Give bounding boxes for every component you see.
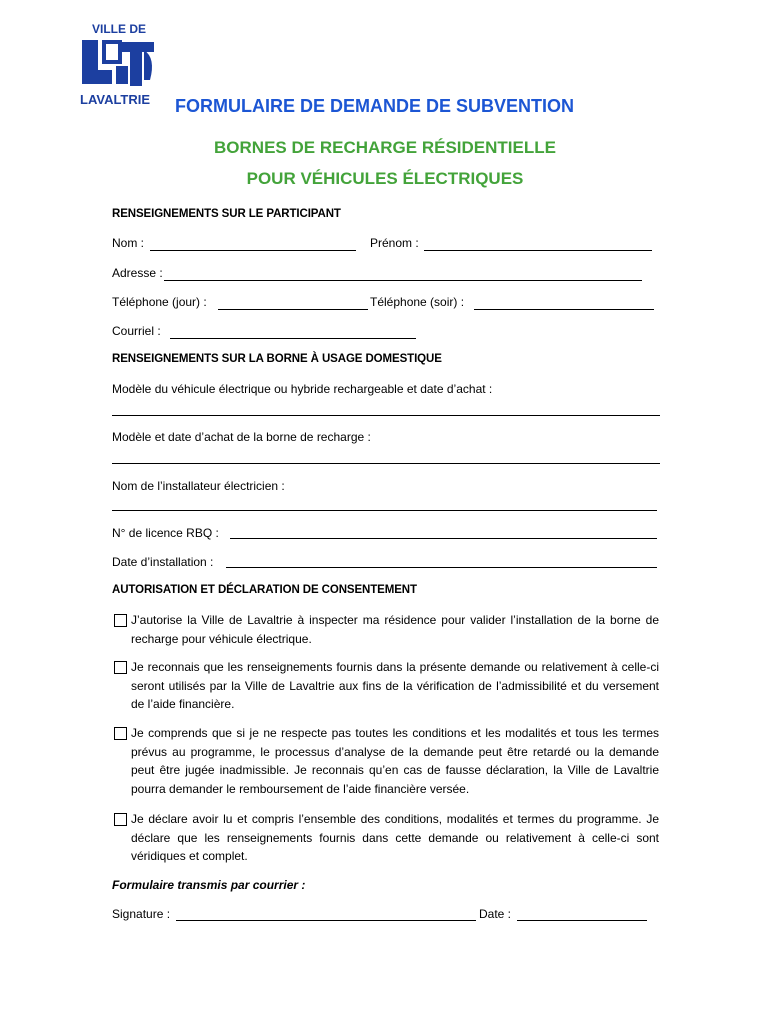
prenom-field[interactable] [424,250,652,251]
vehicule-field[interactable] [112,415,660,416]
tel-soir-label: Téléphone (soir) : [370,295,465,309]
form-subtitle-line2: POUR VÉHICULES ÉLECTRIQUES [246,169,524,188]
autorisation-text-1: J’autorise la Ville de Lavaltrie à inspecter ma résidence pour valider l’installation de la borne de recharge pour véhicule électrique. [131,613,659,646]
borne-modele-label: Modèle et date d’achat de la borne de recharge : [112,430,371,444]
adresse-field[interactable] [164,280,642,281]
participant-heading: RENSEIGNEMENTS SUR LE PARTICIPANT [112,208,341,220]
form-subtitle-line1: BORNES DE RECHARGE RÉSIDENTIELLE [214,138,556,157]
tel-jour-label: Téléphone (jour) : [112,295,207,309]
borne-heading: RENSEIGNEMENTS SUR LA BORNE À USAGE DOMESTIQUE [112,353,442,365]
form-title: FORMULAIRE DE DEMANDE DE SUBVENTION [175,96,575,116]
autorisation-text-4: Je déclare avoir lu et compris l’ensemble des conditions, modalités et termes du programme. Je déclare que les renseignements fournis dans cette demande ou relativement à celle-ci sont véridiques et complet. [131,812,659,863]
signature-field[interactable] [176,920,476,921]
autorisation-checkbox-2[interactable] [114,661,127,674]
transmis-label: Formulaire transmis par courrier : [112,878,306,892]
logo-mark-icon [80,36,160,92]
logo-top-text: VILLE DE [92,22,147,36]
licence-label: N° de licence RBQ : [112,526,219,540]
date-install-label: Date d’installation : [112,555,214,569]
borne-modele-field[interactable] [112,463,660,464]
nom-field[interactable] [150,250,356,251]
courriel-field[interactable] [170,338,416,339]
prenom-label: Prénom : [370,236,419,250]
autorisation-text-3: Je comprends que si je ne respecte pas toutes les conditions et les modalités et tous les termes prévus au programme, le processus d’analyse de la demande peut être retardé ou la demande peut être jugée inadmissible. Je reconnais qu’en cas de fausse déclaration, la Ville de Lavaltrie pourra demander le remboursement de l’aide financière versée. [131,726,659,796]
signature-label: Signature : [112,907,171,921]
autorisation-checkbox-3[interactable] [114,727,127,740]
tel-jour-field[interactable] [218,309,368,310]
logo-bottom-text: LAVALTRIE [80,92,151,107]
nom-label: Nom : [112,236,145,250]
installateur-label: Nom de l’installateur électricien : [112,479,285,493]
ville-de-lavaltrie-logo [80,22,160,114]
date-label: Date : [479,907,512,921]
autorisation-heading: AUTORISATION ET DÉCLARATION DE CONSENTEMENT [112,584,417,596]
tel-soir-field[interactable] [474,309,654,310]
vehicule-label: Modèle du véhicule électrique ou hybride rechargeable et date d’achat : [112,382,493,396]
autorisation-text-2: Je reconnais que les renseignements fournis dans la présente demande ou relativement à celle-ci seront utilisés par la Ville de Lavaltrie aux fins de la vérification de l’admissibilité et du versement de l’aide financière. [131,660,659,711]
autorisation-checkbox-4[interactable] [114,813,127,826]
adresse-label: Adresse : [112,266,163,280]
date-field[interactable] [517,920,647,921]
courriel-label: Courriel : [112,324,161,338]
licence-field[interactable] [230,538,657,539]
autorisation-checkbox-1[interactable] [114,614,127,627]
date-install-field[interactable] [226,567,657,568]
installateur-field[interactable] [112,510,657,511]
